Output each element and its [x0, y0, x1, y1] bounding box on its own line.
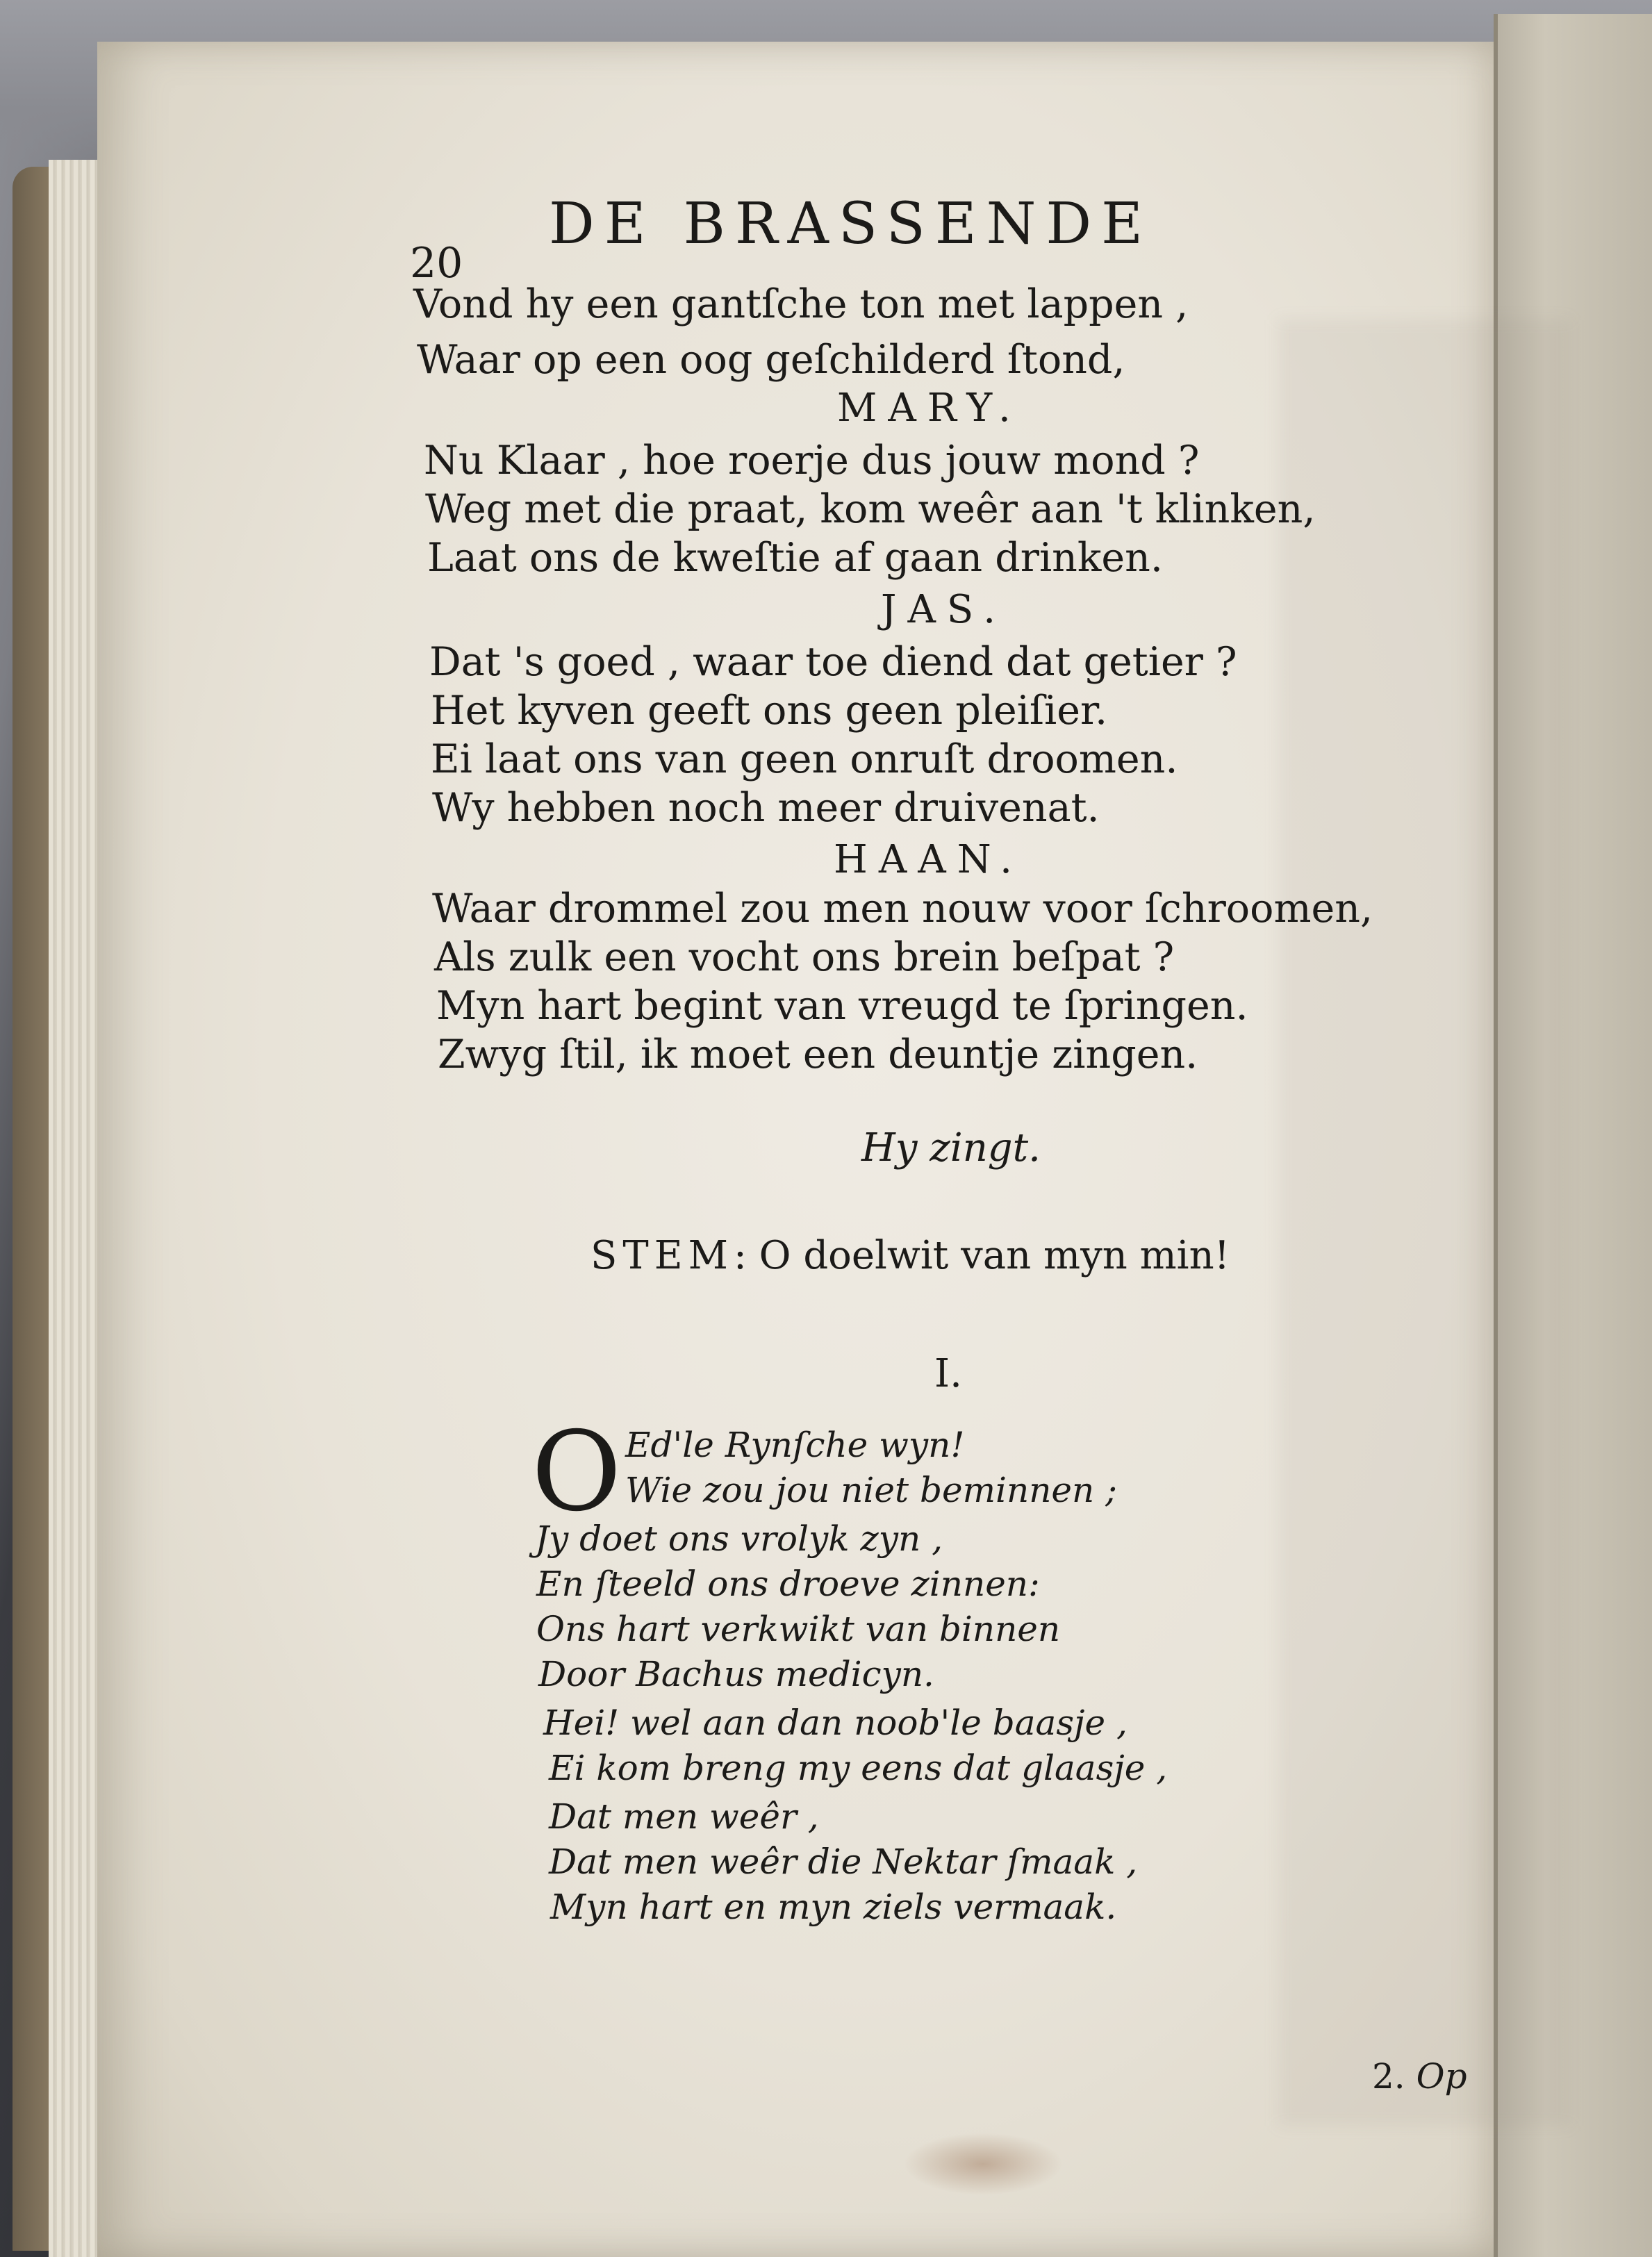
text-line: Dat 's goed , waar toe diend dat getier ? — [429, 639, 1237, 685]
catchword-number: 2. — [1372, 2056, 1405, 2097]
text-line: Zwyg ſtil, ik moet een deuntje zingen. — [438, 1032, 1198, 1077]
text-line: Vond hy een gantſche ton met lappen , — [413, 281, 1189, 327]
catchword-word: Op — [1416, 2056, 1467, 2097]
tune-indication — [590, 1233, 1230, 1278]
speaker-mary: MARY. — [837, 386, 1022, 431]
text-line: Wy hebben noch meer druivenat. — [432, 785, 1100, 831]
text-line: Weg met die praat, kom weêr aan 't klinken, — [425, 486, 1316, 532]
text-line: Als zulk een vocht ons brein beſpat ? — [434, 934, 1175, 980]
stem-text: : O doelwit van myn min! — [733, 1233, 1230, 1278]
speaker-haan: HAAN. — [834, 837, 1023, 882]
verse-line: Ed'le Rynſche wyn! — [625, 1425, 965, 1465]
verse-line: Dat men weêr , — [549, 1796, 819, 1837]
verse-number: I. — [934, 1351, 962, 1396]
text-line: Het kyven geeft ons geen pleiſier. — [431, 688, 1108, 734]
text-line: Ei laat ons van geen onruſt droomen. — [431, 736, 1178, 782]
speaker-jas: JAS. — [881, 587, 1007, 632]
verse-line: Wie zou jou niet beminnen ; — [625, 1470, 1117, 1510]
text-line: Myn hart begint van vreugd te ſpringen. — [436, 983, 1248, 1029]
stem-label: STEM — [590, 1233, 734, 1278]
verse-line: Ons hart verkwikt van binnen — [536, 1609, 1061, 1649]
text-line: Waar drommel zou men nouw voor ſchroomen, — [432, 886, 1373, 932]
verse-line: Dat men weêr die Nektar ſmaak , — [549, 1842, 1138, 1882]
verse-line: Door Bachus medicyn. — [538, 1654, 934, 1694]
text-line: Laat ons de kweſtie af gaan drinken. — [427, 535, 1163, 581]
catchword — [1372, 2056, 1467, 2097]
verse-line: En ſteeld ons droeve zinnen: — [536, 1564, 1040, 1604]
text-line: Waar op een oog geſchilderd ſtond, — [417, 337, 1125, 383]
verse-line: Myn hart en myn ziels vermaak. — [550, 1887, 1117, 1927]
verse-line: Hei! wel aan dan noob'le baasje , — [543, 1703, 1128, 1743]
drop-cap: O — [531, 1408, 622, 1536]
paper-stain — [903, 2133, 1063, 2195]
verse-line: Jy doet ons vrolyk zyn , — [535, 1519, 943, 1559]
verse-line: Ei kom breng my eens dat glaasje , — [549, 1748, 1168, 1788]
text-line: Nu Klaar , hoe roerje dus jouw mond ? — [424, 438, 1200, 483]
page-number: 20 — [410, 239, 463, 288]
stage-direction: Hy zingt. — [861, 1125, 1041, 1171]
running-title: DE BRASSENDE — [549, 191, 1153, 257]
ink-bleed-through — [1278, 320, 1570, 2126]
